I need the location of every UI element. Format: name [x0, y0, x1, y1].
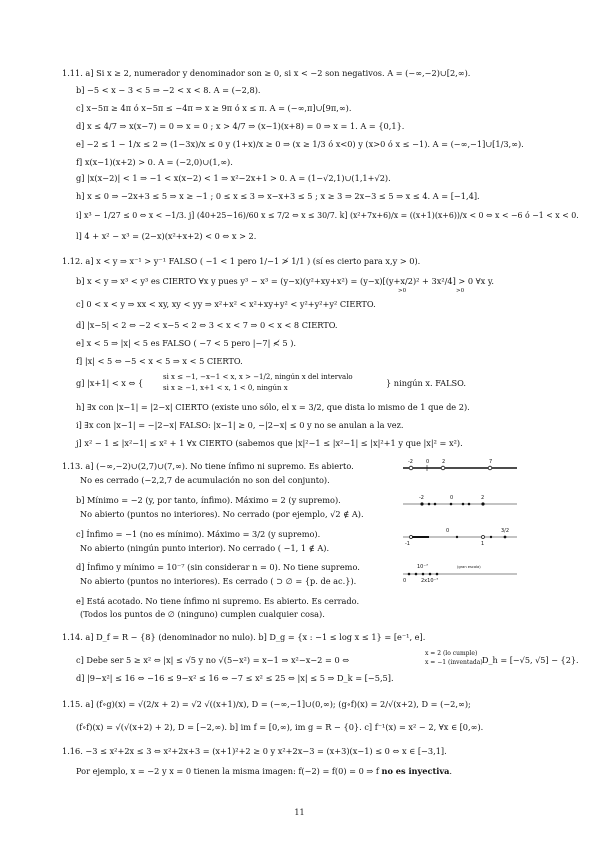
exercise-1-12-d: d] |x−5| < 2 ⇔ −2 < x−5 < 2 ⇔ 3 < x < 7 ⇒ 0 < x < 8 CIERTO. [76, 320, 338, 330]
exercise-1-12-b: b] x < y ⇒ x³ < y³ es CIERTO ∀x y pues y³ − x³ = (y−x)(y²+xy+x²) = (y−x)[(y+x/2)² + 3x²/4] > 0 ∀x y. [76, 276, 494, 286]
exercise-1-11-ijk: i] x³ − 1/27 ≤ 0 ⇔ x < −1/3. j] (40+25−16)/60 x ≤ 7/2 ⇔ x ≤ 30/7. k] (x²+7x+6)/x = ((x+1)(x+6))/x < 0 ⇔ x < −6 ó −1 < x < 0. [76, 210, 579, 220]
number-line-a [395, 458, 525, 478]
exercise-1-16-text: Por ejemplo, x = −2 y x = 0 tienen la misma imagen: f(−2) = f(0) = 0 ⇒ f [76, 766, 379, 776]
nl-a-label-3: 2 [442, 459, 446, 465]
nl-c-label-3: -1 [405, 541, 410, 547]
nl-d-label-1: 10⁻⁷ [417, 564, 429, 570]
exercise-1-13-a-cont: No es cerrado (−2,2,7 de acumulación no son del conjunto). [80, 475, 330, 485]
nl-b-label-1: -2 [419, 495, 424, 501]
exercise-1-13-d: d] Ínfimo y mínimo = 10⁻⁷ (sin considerar n = 0). No tiene supremo. [76, 562, 360, 572]
under-brace-2: >0 [456, 288, 465, 294]
nl-a-label-2: 0 [426, 459, 430, 465]
exercise-1-12-e: e] x < 5 ⇒ |x| < 5 es FALSO ( −7 < 5 pero |−7| ≮ 5 ). [76, 338, 297, 348]
exercise-1-11-b: b] −5 < x − 3 < 5 ⇒ −2 < x < 8. A = (−2,8). [76, 85, 261, 95]
nl-a-label-1: -2 [408, 459, 413, 465]
number-line-d [395, 561, 525, 585]
not-injective-conclusion: no es inyectiva [381, 766, 450, 776]
exercise-1-16-cont [76, 766, 452, 776]
exercise-1-12-g-end: } ningún x. FALSO. [386, 378, 466, 388]
exercise-1-11-h: h] x ≤ 0 ⇒ −2x+3 ≤ 5 ⇒ x ≥ −1 ; 0 ≤ x ≤ 3 ⇒ x−x+3 ≤ 5 ; x ≥ 3 ⇒ 2x−3 ≤ 5 ⇒ x ≤ 4. A = [−1,4]. [76, 191, 480, 201]
exercise-1-13-a: 1.13. a] (−∞,−2)∪(2,7)∪(7,∞). No tiene ínfimo ni supremo. Es abierto. [62, 461, 354, 471]
exercise-1-13-b-cont: No abierto (puntos no interiores). No cerrado (por ejemplo, √2 ∉ A). [80, 509, 364, 519]
under-brace-1: >0 [398, 288, 407, 294]
page-number: 11 [294, 808, 305, 817]
exercise-1-14-c: c] Debe ser 5 ≥ x² ⇔ |x| ≤ √5 y no √(5−x²) = x−1 ⇒ x²−x−2 = 0 ⇔ [76, 655, 350, 665]
exercise-1-11-c: c] x−5π ≥ 4π ó x−5π ≤ −4π ⇒ x ≥ 9π ó x ≤ π. A = (−∞,π]∪[9π,∞). [76, 103, 352, 113]
exercise-1-11-d: d] x ≤ 4/7 ⇒ x(x−7) = 0 ⇒ x = 0 ; x > 4/7 ⇒ (x−1)(x+8) = 0 ⇒ x = 1. A = {0,1}. [76, 121, 405, 131]
nl-d-label-3: 0 [403, 578, 407, 584]
exercise-1-16: 1.16. −3 ≤ x²+2x ≤ 3 ⇔ x²+2x+3 = (x+1)²+2 ≥ 0 y x²+2x−3 = (x+3)(x−1) ≤ 0 ⇔ x ∈ [−3,1]. [62, 746, 447, 756]
exercise-1-14-c-domain: D_h = [−√5, √5] − {2}. [482, 655, 579, 665]
exercise-1-11-e: e] −2 ≤ 1 − 1/x ≤ 2 ⇒ (1−3x)/x ≤ 0 y (1+x)/x ≥ 0 ⇒ (x ≥ 1/3 ó x<0) y (x>0 ó x ≤ −1). A = (−∞,−1]∪[1/3,∞). [76, 139, 524, 149]
exercise-1-12-c: c] 0 < x < y ⇒ xx < xy, xy < yy ⇒ x²+x² < x²+xy+y² < y²+y²+y² CIERTO. [76, 299, 376, 309]
nl-b-label-3: 2 [481, 495, 485, 501]
exercise-1-12-g-start: g] |x+1| < x ⇔ { [76, 378, 144, 388]
nl-c-label-4: 1 [481, 541, 485, 547]
nl-d-label-2: (gran escala) [457, 565, 481, 569]
nl-b-label-2: 0 [450, 495, 454, 501]
exercise-1-16-period: . [449, 766, 453, 776]
exercise-1-15-a: 1.15. a] (f∘g)(x) = √(2/x + 2) = √2 √((x+1)/x), D = (−∞,−1]∪(0,∞); (g∘f)(x) = 2/√(x+2), D = (−2,∞); [62, 699, 471, 709]
nl-d-label-4: 2x10⁻⁷ [421, 578, 439, 584]
exercise-1-12-a: 1.12. a] x < y ⇒ x⁻¹ > y⁻¹ FALSO ( −1 < 1 pero 1/−1 ≯ 1/1 ) (sí es cierto para x,y > 0). [62, 256, 421, 266]
exercise-1-13-e-cont: (Todos los puntos de ∅ (ninguno) cumplen cualquier cosa). [80, 609, 325, 619]
exercise-1-14-ab: 1.14. a] D_f = R − {8} (denominador no nulo). b] D_g = {x : −1 ≤ log x ≤ 1} = [e⁻¹, e]. [62, 632, 426, 642]
exercise-1-14-c-case1: x = 2 (lo cumple) [425, 650, 478, 657]
exercise-1-12-h: h] ∃x con |x−1| = |2−x| CIERTO (existe uno sólo, el x = 3/2, que dista lo mismo de 1 que de 2). [76, 402, 470, 412]
number-line-b [395, 494, 525, 512]
exercise-1-12-g-case1: si x ≤ −1, −x−1 < x, x > −1/2, ningún x del intervalo [163, 373, 353, 381]
exercise-1-11-l: l] 4 + x² − x³ = (2−x)(x²+x+2) < 0 ⇔ x > 2. [76, 231, 257, 241]
exercise-1-12-j: j] x² − 1 ≤ |x²−1| ≤ x² + 1 ∀x CIERTO (sabemos que |x|²−1 ≤ |x²−1| ≤ |x|²+1 y que |x|² = x²). [76, 438, 463, 448]
exercise-1-12-g-case2: si x ≥ −1, x+1 < x, 1 < 0, ningún x [163, 384, 288, 392]
exercise-1-14-d: d] |9−x²| ≤ 16 ⇔ −16 ≤ 9−x² ≤ 16 ⇔ −7 ≤ x² ≤ 25 ⇔ |x| ≤ 5 ⇒ D_k = [−5,5]. [76, 673, 394, 683]
exercise-1-12-f: f] |x| < 5 ⇔ −5 < x < 5 ⇒ x < 5 CIERTO. [76, 356, 243, 366]
exercise-1-13-e: e] Está acotado. No tiene ínfimo ni supremo. Es abierto. Es cerrado. [76, 596, 360, 606]
exercise-1-13-c-cont: No abierto (ningún punto interior). No cerrado ( −1, 1 ∉ A). [80, 543, 330, 553]
exercise-1-12-i: i] ∃x con |x−1| = −|2−x| FALSO: |x−1| ≥ 0, −|2−x| ≤ 0 y no se anulan a la vez. [76, 420, 404, 430]
nl-c-label-2: 3/2 [501, 528, 510, 534]
exercise-1-13-c: c] Ínfimo = −1 (no es mínimo). Máximo = 3/2 (y supremo). [76, 529, 321, 539]
number-line-c [395, 527, 525, 549]
nl-a-label-4: 7 [489, 459, 493, 465]
exercise-1-13-b: b] Mínimo = −2 (y, por tanto, ínfimo). Máximo = 2 (y supremo). [76, 495, 341, 505]
exercise-1-11-f: f] x(x−1)(x+2) > 0. A = (−2,0)∪(1,∞). [76, 157, 233, 167]
exercise-1-13-d-cont: No abierto (puntos no interiores). Es cerrado ( ⊃ ∅ = {p. de ac.}). [80, 576, 357, 586]
nl-c-label-1: 0 [446, 528, 450, 534]
exercise-1-14-c-case2: x = −1 (inventada) [425, 659, 483, 666]
exercise-1-11-a: 1.11. a] Si x ≥ 2, numerador y denominador son ≥ 0, si x < −2 son negativos. A = (−∞,−2)∪[2,∞). [62, 68, 471, 78]
exercise-1-15-bc: (f∘f)(x) = √(√(x+2) + 2), D = [−2,∞). b] im f = [0,∞), im g = R − {0}. c] f⁻¹(x) = x² − 2, ∀x ∈ [0,∞). [76, 722, 484, 732]
exercise-1-11-g: g] |x(x−2)| < 1 ⇒ −1 < x(x−2) < 1 ⇒ x²−2x+1 > 0. A = (1−√2,1)∪(1,1+√2). [76, 173, 391, 183]
